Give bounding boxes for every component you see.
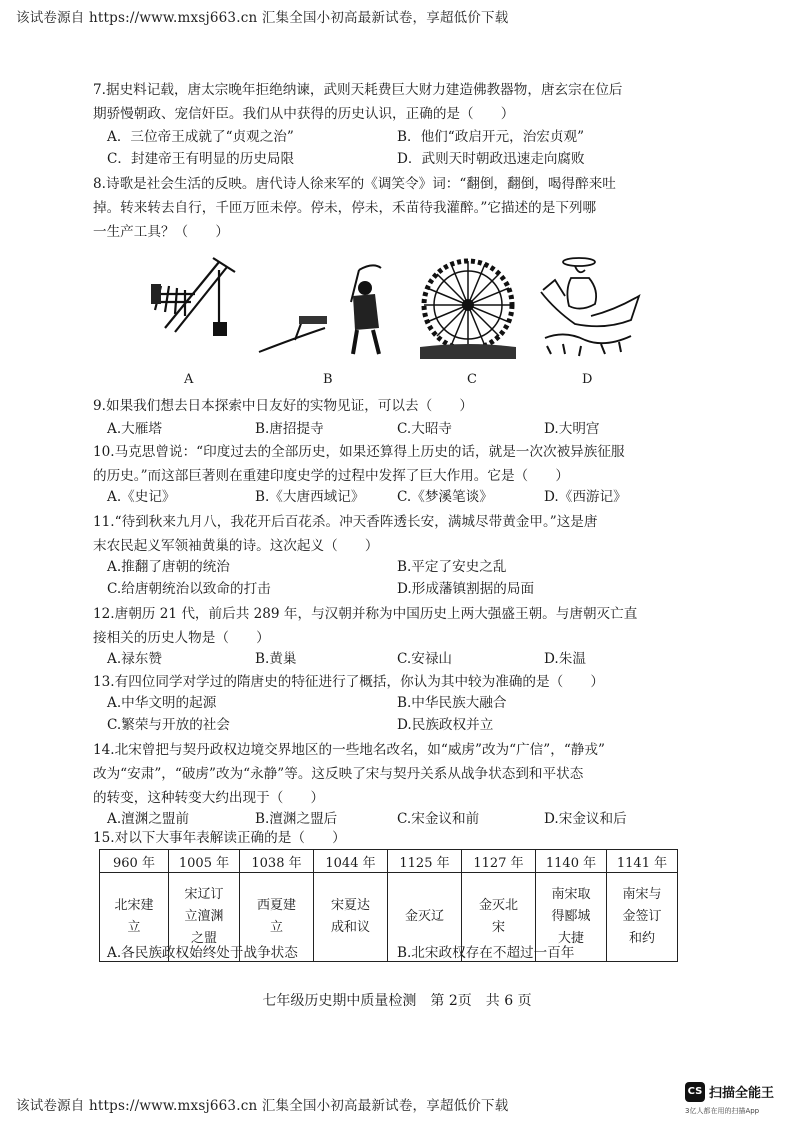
- year-cell: 960 年: [100, 850, 169, 873]
- event-line: 之盟: [190, 931, 217, 946]
- event-line: 立: [269, 920, 283, 935]
- figure-label-b[interactable]: B: [323, 372, 333, 387]
- q14-line-2: 改为“安肃”，“破虏”改为“永静”等。这反映了宋与契丹关系从战争状态到和平状态: [93, 766, 584, 782]
- water-wheel-icon[interactable]: [418, 255, 518, 360]
- q10-line-1: 10.马克思曾说：“印度过去的全部历史，如果还算得上历史的话，就是一次次被异族征服: [93, 444, 625, 460]
- q13-option-c[interactable]: C.繁荣与开放的社会: [107, 717, 230, 733]
- cs-logo-icon: CS: [685, 1082, 705, 1102]
- q7-option-b[interactable]: B．他们“政启开元，治宏贞观”: [397, 129, 585, 145]
- q11-line-1: 11.“待到秋来九月八，我花开后百花杀。冲天香阵透长安，满城尽带黄金甲。”这是唐: [93, 514, 598, 530]
- figure-label-c[interactable]: C: [467, 372, 477, 387]
- event-line: 得郾城: [551, 909, 591, 924]
- logo-app-name: 扫描全能王: [709, 1086, 775, 1101]
- q11-option-a[interactable]: A.推翻了唐朝的统治: [107, 559, 230, 575]
- logo-tagline: 3亿人都在用的扫描App: [685, 1107, 760, 1115]
- event-line: 宋辽订: [184, 887, 224, 902]
- q9-option-d[interactable]: D.大明宫: [544, 421, 600, 437]
- event-line: 北宋建: [114, 898, 154, 913]
- q15-line-1: 15.对以下大事年表解读正确的是（ ）: [93, 830, 346, 846]
- q11-option-d[interactable]: D.形成藩镇割据的局面: [397, 581, 535, 597]
- q11-line-2: 末农民起义军领袖黄巢的诗。这次起义（ ）: [93, 538, 379, 554]
- year-cell: 1038 年: [240, 850, 314, 873]
- q12-option-d[interactable]: D.朱温: [544, 651, 586, 667]
- q9-option-c[interactable]: C.大昭寺: [397, 421, 453, 437]
- q12-option-b[interactable]: B.黄巢: [255, 651, 297, 667]
- q10-option-b[interactable]: B.《大唐西域记》: [255, 489, 365, 505]
- q14-option-d[interactable]: D.宋金议和后: [544, 811, 627, 827]
- q7-option-d[interactable]: D．武则天时朝政迅速走向腐败: [397, 151, 585, 167]
- q9-option-a[interactable]: A.大雁塔: [107, 421, 162, 437]
- q12-option-c[interactable]: C.安禄山: [397, 651, 453, 667]
- q10-line-2: 的历史。”而这部巨著则在重建印度史学的过程中发挥了巨大作用。它是（ ）: [93, 468, 569, 484]
- q13-line-1: 13.有四位同学对学过的隋唐史的特征进行了概括，你认为其中较为准确的是（ ）: [93, 674, 604, 690]
- q14-option-b[interactable]: B.澶渊之盟后: [255, 811, 338, 827]
- year-cell: 1127 年: [462, 850, 536, 873]
- event-line: 西夏建: [256, 898, 296, 913]
- q9-line-1: 9.如果我们想去日本探索中日友好的实物见证，可以去（ ）: [93, 398, 473, 414]
- year-cell: 1125 年: [388, 850, 462, 873]
- event-line: 金灭北: [478, 898, 518, 913]
- irrigation-tool-icon[interactable]: [135, 250, 245, 350]
- q7-line-2: 期骄慢朝政、宠信奸臣。我们从中获得的历史认识，正确的是（ ）: [93, 106, 515, 122]
- scanner-app-logo: [685, 1080, 785, 1120]
- event-line: 宋夏达: [330, 898, 370, 913]
- event-line: 大捷: [557, 931, 584, 946]
- source-banner-bottom: 该试卷源自 https://www.mxsj663.cn 汇集全国小初高最新试卷，享超低价下载: [16, 1098, 509, 1114]
- boat-figure-icon[interactable]: [535, 250, 645, 360]
- q14-line-3: 的转变，这种转变大约出现于（ ）: [93, 790, 325, 806]
- figure-label-a[interactable]: A: [184, 372, 194, 387]
- year-cell: 1005 年: [169, 850, 240, 873]
- event-line: 金灭辽: [404, 909, 444, 924]
- q8-line-1: 8.诗歌是社会生活的反映。唐代诗人徐来军的《调笑令》词：“翻倒，翻倒，喝得醉来吐: [93, 176, 616, 192]
- q10-option-a[interactable]: A.《史记》: [107, 489, 176, 505]
- event-line: 宋: [491, 920, 505, 935]
- q8-line-3: 一生产工具？（ ）: [93, 224, 229, 240]
- q11-option-c[interactable]: C.给唐朝统治以致命的打击: [107, 581, 271, 597]
- event-line: 南宋取: [551, 887, 591, 902]
- q14-option-a[interactable]: A.澶渊之盟前: [107, 811, 190, 827]
- q13-option-a[interactable]: A.中华文明的起源: [107, 695, 217, 711]
- q7-option-a[interactable]: A．三位帝王成就了“贞观之治”: [107, 129, 294, 145]
- event-line: 成和议: [330, 920, 370, 935]
- q12-line-1: 12.唐朝历 21 代，前后共 289 年，与汉朝并称为中国历史上两大强盛王朝。与唐朝灭亡直: [93, 606, 638, 622]
- q13-option-d[interactable]: D.民族政权并立: [397, 717, 494, 733]
- plough-farmer-icon[interactable]: [255, 258, 395, 358]
- event-line: 立: [127, 920, 141, 935]
- q10-option-d[interactable]: D.《西游记》: [544, 489, 627, 505]
- q7-line-1: 7.据史料记载，唐太宗晚年拒绝纳谏，武则天耗费巨大财力建造佛教器物，唐玄宗在位后: [93, 82, 623, 98]
- q15-option-a[interactable]: A.各民族政权始终处于战争状态: [107, 945, 298, 961]
- q12-line-2: 接相关的历史人物是（ ）: [93, 630, 270, 646]
- table-row-years: [100, 850, 678, 873]
- q10-option-c[interactable]: C.《梦溪笔谈》: [397, 489, 493, 505]
- figure-label-d[interactable]: D: [582, 372, 593, 387]
- q11-option-b[interactable]: B.平定了安史之乱: [397, 559, 507, 575]
- q7-option-c[interactable]: C．封建帝王有明显的历史局限: [107, 151, 295, 167]
- event-cell: [607, 873, 678, 962]
- q9-option-b[interactable]: B.唐招提寺: [255, 421, 324, 437]
- event-cell: [314, 873, 388, 962]
- event-line: 和约: [628, 931, 655, 946]
- q15-option-b[interactable]: B.北宋政权存在不超过一百年: [397, 945, 575, 961]
- source-banner-top: 该试卷源自 https://www.mxsj663.cn 汇集全国小初高最新试卷，享超低价下载: [16, 10, 509, 26]
- page-footer: 七年级历史期中质量检测 第 2页 共 6 页: [262, 993, 532, 1009]
- q13-option-b[interactable]: B.中华民族大融合: [397, 695, 507, 711]
- year-cell: 1044 年: [314, 850, 388, 873]
- q12-option-a[interactable]: A.禄东赞: [107, 651, 162, 667]
- event-line: 立澶渊: [184, 909, 224, 924]
- q14-option-c[interactable]: C.宋金议和前: [397, 811, 480, 827]
- q8-line-2: 掉。转来转去自行，千匝万匝未停。停未，停未，禾苗待我灌醉。”它描述的是下列哪: [93, 200, 597, 216]
- year-cell: 1141 年: [607, 850, 678, 873]
- event-line: 金签订: [622, 909, 662, 924]
- year-cell: 1140 年: [536, 850, 607, 873]
- q14-line-1: 14.北宋曾把与契丹政权边境交界地区的一些地名改名，如“威虏”改为“广信”，“静戎”: [93, 742, 605, 758]
- event-line: 南宋与: [622, 887, 662, 902]
